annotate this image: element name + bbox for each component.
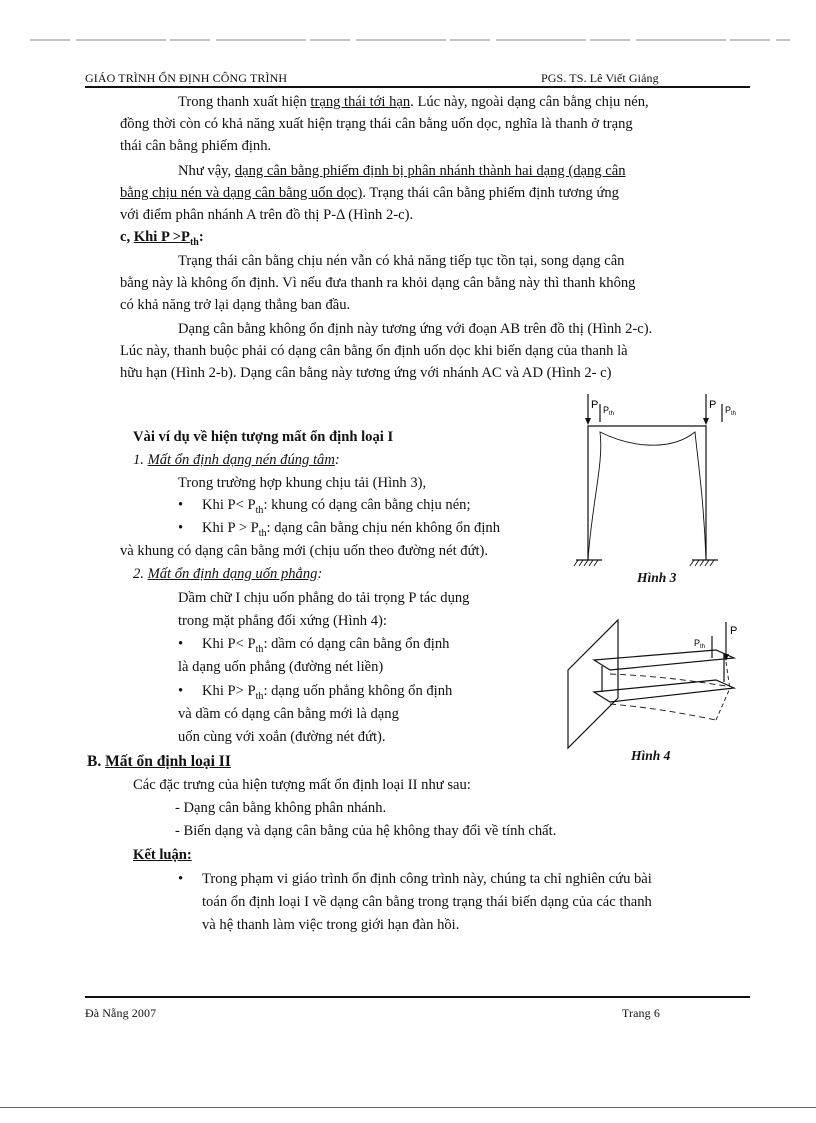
footer-left: Đà Nẵng 2007 xyxy=(85,1006,157,1020)
section-c-prefix: c, xyxy=(120,229,134,245)
para4-line2: Lúc này, thanh buộc phải có dạng cân bằng ổn định uốn dọc khi biến dạng của thanh là xyxy=(120,343,628,359)
label-Pth-left xyxy=(603,405,614,417)
section-b-title: Mất ổn định loại II xyxy=(105,753,231,770)
para4-line3: hữu hạn (Hình 2-b). Dạng cân bằng này tương ứng với nhánh AC và AD (Hình 2- c) xyxy=(120,365,612,381)
bullet-icon: • xyxy=(178,871,184,887)
example1-b1-sub: th xyxy=(255,504,264,516)
frame-buckled xyxy=(588,432,706,560)
label-Pth-right-p: P xyxy=(725,405,732,415)
examples-title: Vài ví dụ về hiện tượng mất ổn định loại I xyxy=(133,429,394,445)
para4-line1: Dạng cân bằng không ổn định này tương ứng với đoạn AB trên đồ thị (Hình 2-c). xyxy=(178,321,653,337)
figure-3-frame-diagram xyxy=(570,392,760,570)
example2-b1-sub: th xyxy=(255,643,264,655)
top-flange xyxy=(594,650,734,670)
para1-text-c: . Lúc này, ngoài dạng cân bằng chịu nén, xyxy=(410,94,649,110)
label-P-left: P xyxy=(591,399,599,411)
conclusion-line3: và hệ thanh làm việc trong giới hạn đàn hồi. xyxy=(202,917,460,933)
example2-colon: : xyxy=(317,566,323,582)
example1-title: Mất ổn định dạng nén đúng tâm xyxy=(147,452,335,468)
para2-line3: với điểm phân nhánh A trên đồ thị P-Δ (Hình 2-c). xyxy=(120,207,414,223)
para1-text-a: Trong thanh xuất hiện xyxy=(178,94,311,110)
label-P-right: P xyxy=(709,399,717,411)
para1-line1 xyxy=(178,91,649,113)
bottom-flange xyxy=(594,680,734,702)
example2-b1-a: Khi P< P xyxy=(202,636,256,652)
section-c-sub: th xyxy=(189,236,199,248)
para3-line2: bằng này là không ổn định. Vì nếu đưa thanh ra khỏi dạng cân bằng này thì thanh không xyxy=(120,275,636,291)
top-scan-line xyxy=(0,0,816,60)
example1-b1-a: Khi P< P xyxy=(202,497,256,513)
section-c-colon: : xyxy=(198,229,204,245)
example2-num: 2. xyxy=(133,566,148,582)
label-Pth xyxy=(694,638,705,650)
footer-rule xyxy=(85,996,750,998)
label-Pth-right xyxy=(725,405,736,417)
label-Pth-th: th xyxy=(700,644,706,650)
frame-straight xyxy=(588,426,706,560)
para1-line2: đồng thời còn có khả năng xuất hiện trạng thái cân bằng uốn dọc, nghĩa là thanh ở trạng xyxy=(120,116,633,132)
section-b-prefix: B. xyxy=(87,753,106,770)
header-left: GIÁO TRÌNH ỔN ĐỊNH CÔNG TRÌNH xyxy=(85,71,288,85)
example1-b2-a: Khi P > P xyxy=(202,520,259,536)
bottom-scan-line xyxy=(0,1107,816,1108)
example1-num: 1. xyxy=(133,452,148,468)
figure-3-caption: Hình 3 xyxy=(637,570,677,585)
example2-line1: Dầm chữ I chịu uốn phẳng do tải trọng P tác dụng xyxy=(178,590,470,606)
conclusion-line2: toán ổn định loại I về dạng cân bằng trong trạng thái biến dạng của các thanh xyxy=(202,894,652,910)
header-right: PGS. TS. Lê Viết Giảng xyxy=(541,71,659,85)
para2-line1 xyxy=(178,160,626,182)
example2-b2-b: : dạng uốn phẳng không ổn định xyxy=(263,683,453,699)
example2-title: Mất ổn định dạng uốn phẳng xyxy=(147,566,318,582)
section-b-d1: - Dạng cân bằng không phân nhánh. xyxy=(175,800,387,816)
para2-text-d: . Trạng thái cân bằng phiếm định tương ứng xyxy=(362,185,619,201)
section-c-title-text: Khi P >P xyxy=(133,229,190,245)
conclusion-title: Kết luận: xyxy=(133,847,192,863)
example2-b1-b: : dầm có dạng cân bằng ổn định xyxy=(263,636,450,652)
example2-b2-cont2: uốn cùng với xoắn (đường nét đứt). xyxy=(178,729,386,745)
wall-plane xyxy=(568,620,618,748)
example2-b2-sub: th xyxy=(255,690,264,702)
section-b-heading xyxy=(87,751,231,773)
bullet-icon: • xyxy=(178,636,184,652)
bullet-icon: • xyxy=(178,520,184,536)
label-Pth-p: P xyxy=(694,638,701,648)
para1-line3: thái cân bằng phiếm định. xyxy=(120,138,272,154)
section-b-d2: - Biến dạng và dạng cân bằng của hệ không thay đổi về tính chất. xyxy=(175,823,557,839)
example1-b1-b: : khung có dạng cân bằng chịu nén; xyxy=(263,497,471,513)
para1-text-b: trạng thái tới hạn xyxy=(310,94,411,110)
footer-right: Trang 6 xyxy=(622,1006,660,1020)
example2-line2: trong mặt phẳng đối xứng (Hình 4): xyxy=(178,613,387,629)
label-Pth-left-th: th xyxy=(609,411,615,417)
example2-b2-cont1: và dầm có dạng cân bằng mới là dạng xyxy=(178,706,399,722)
example1-heading xyxy=(133,449,340,471)
para2-text-c: bằng chịu nén và dạng cân bằng uốn dọc) xyxy=(120,185,363,201)
bullet-icon: • xyxy=(178,497,184,513)
section-b-intro: Các đặc trưng của hiện tượng mất ổn định loại II như sau: xyxy=(133,777,471,793)
conclusion-line1 xyxy=(178,868,652,890)
figure-4-beam-diagram xyxy=(566,618,746,750)
section-c-title xyxy=(133,229,199,248)
figure-4-caption: Hình 4 xyxy=(631,748,671,763)
example1-cont: và khung có dạng cân bằng mới (chịu uốn theo đường nét đứt). xyxy=(120,543,489,559)
conclusion-text-1: Trong phạm vi giáo trình ổn định công trình này, chúng ta chỉ nghiên cứu bài xyxy=(202,871,652,887)
label-P: P xyxy=(730,625,738,637)
deformed-bottom xyxy=(610,704,716,720)
label-Pth-left-p: P xyxy=(603,405,610,415)
header-rule xyxy=(85,86,750,88)
para3-line3: có khả năng trở lại dạng thẳng ban đầu. xyxy=(120,297,351,313)
example1-colon: : xyxy=(334,452,340,468)
example1-b2-sub: th xyxy=(258,527,267,539)
para2-text-a: Như vậy, xyxy=(178,163,235,179)
para2-line2 xyxy=(120,182,619,204)
example2-b2-a: Khi P> P xyxy=(202,683,256,699)
label-Pth-right-th: th xyxy=(731,411,737,417)
example1-intro: Trong trường hợp khung chịu tải (Hình 3), xyxy=(178,475,427,491)
example1-b2-b: : dạng cân bằng chịu nén không ổn định xyxy=(266,520,500,536)
bullet-icon: • xyxy=(178,683,184,699)
para3-line1: Trạng thái cân bằng chịu nén vẫn có khả năng tiếp tục tồn tại, song dạng cân xyxy=(178,253,625,269)
para2-text-b: dạng cân bằng phiếm định bị phân nhánh thành hai dạng (dạng cân xyxy=(234,163,626,179)
example2-heading xyxy=(133,563,322,585)
example2-b1-cont: là dạng uốn phẳng (đường nét liền) xyxy=(178,659,384,675)
